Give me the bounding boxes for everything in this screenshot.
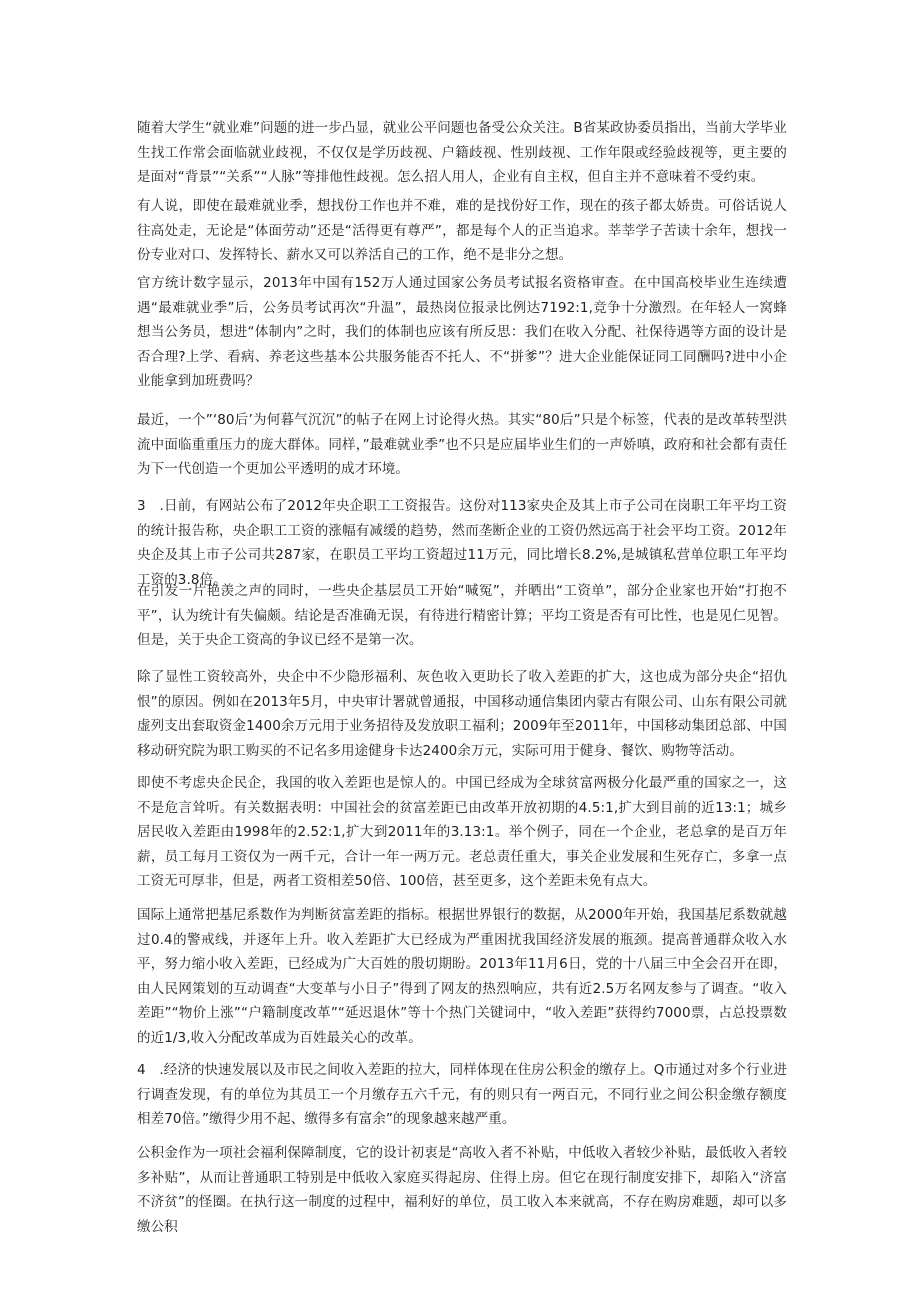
paragraph-hidden-benefits: 除了显性工资较高外，央企中不少隐形福利、灰色收入更助长了收入差距的扩大，这也成为部分央企“招仇恨”的原因。例如在2013年5月，中央审计署就曾通报，中国移动通信集团内蒙古有限公司、山东有限公司就虚列支出套取资金1400余万元用于业务招待及发放职工福利；2009年至2011年，中国移动集团总部、中国移动研究院为职工购买的不记名多用途健身卡达2400余万元，实际可用于健身、餐饮、购物等活动。 (137, 669, 787, 759)
paragraph-civil-service-exam: 官方统计数字显示，2013年中国有152万人通过国家公务员考试报名资格审查。在中国高校毕业生连续遭遇“最难就业季”后，公务员考试再次“升温”，最热岗位报录比例达7192:1,竞争十分激烈。在年轻人一窝蜂想当公务员，想进“体制内”之时，我们的体制也应该有所反思：我们在收入分配、社保待遇等方面的设计是否合理?上学、看病、养老这些基本公共服务能否不托人、不“拼爹”？进大企业能保证同工同酬吗?进中小企业能拿到加班费吗？ (137, 275, 787, 389)
paragraph-housing-fund-design: 公积金作为一项社会福利保障制度，它的设计初衷是“高收入者不补贴，中低收入者较少补贴，最低收入者较多补贴”，从而让普通职工特别是中低收入家庭买得起房、住得上房。但它在现行制度安排下，却陷入“济富不济贫”的怪圈。在执行这一制度的过程中，福利好的单位，员工收入本来就高，不存在购房难题，却可以多缴公积 (137, 1145, 787, 1235)
paragraph-decent-work: 有人说，即使在最难就业季，想找份工作也并不难，难的是找份好工作，现在的孩子都太娇贵。可俗话说人往高处走，无论是“体面劳动”还是“活得更有尊严”，都是每个人的正当追求。莘莘学子苦读十余年，想找一份专业对口、发挥特长、薪水又可以养活自己的工作，绝不是非分之想。 (137, 198, 787, 263)
paragraph-employment-fairness: 随着大学生“就业难”问题的进一步凸显，就业公平问题也备受公众关注。B省某政协委员指出，当前大学毕业生找工作常会面临就业歧视，不仅仅是学历歧视、户籍歧视、性别歧视、工作年限或经验歧视等，更主要的是面对“背景”“关系”“人脉”等排他性歧视。怎么招人用人，企业有自主权，但自主并不意味着不受约束。 (137, 120, 787, 185)
paragraph-income-gap: 即使不考虑央企民企，我国的收入差距也是惊人的。中国已经成为全球贫富两极分化最严重的国家之一，这不是危言耸听。有关数据表明：中国社会的贫富差距已由改革开放初期的4.5:1,扩大到目前的近13:1；城乡居民收入差距由1998年的2.52:1,扩大到2011年的3.13:1。举个例子，同在一个企业，老总拿的是百万年薪，员工每月工资仅为一两千元，合计一年一两万元。老总责任重大，事关企业发展和生死存亡，多拿一点工资无可厚非，但是，两者工资相差50倍、100倍，甚至更多，这个差距未免有点大。 (137, 775, 787, 889)
paragraph-salary-controversy: 在引发一片艳羡之声的同时，一些央企基层员工开始“喊冤”，并晒出“工资单”，部分企业家也开始“打抱不平”，认为统计有失偏颇。结论是否准确无误，有待进行精密计算；平均工资是否有可比性，也是见仁见智。但是，关于央企工资高的争议已经不是第一次。 (137, 583, 787, 648)
paragraph-gini-coefficient: 国际上通常把基尼系数作为判断贫富差距的指标。根据世界银行的数据，从2000年开始，我国基尼系数就越过0.4的警戒线，并逐年上升。收入差距扩大已经成为严重困扰我国经济发展的瓶颈。提高普通群众收入水平，努力缩小收入差距，已经成为广大百姓的殷切期盼。2013年11月6日，党的十八届三中全会召开在即，由人民网策划的互动调查“大变革与小日子”得到了网友的热烈响应，共有近2.5万名网友参与了调查。“收入差距”“物价上涨”“户籍制度改革”“延迟退休”等十个热门关键词中，“收入差距”获得约7000票，占总投票数的近1/3,收入分配改革成为百姓最关心的改革。 (137, 907, 787, 1046)
paragraph-post-80s: 最近，一个”‘80后’为何暮气沉沉”的帖子在网上讨论得火热。其实“80后”只是个标签，代表的是改革转型洪流中面临重重压力的庞大群体。同样，”最难就业季”也不只是应届毕业生们的一声娇嗔，政府和社会都有责任为下一代创造一个更加公平透明的成才环境。 (137, 412, 787, 477)
paragraph-soe-salary-report: 3 .日前，有网站公布了2012年央企职工工资报告。这份对113家央企及其上市子公司在岗职工年平均工资的统计报告称，央企职工工资的涨幅有减缓的趋势，然而垄断企业的工资仍然远高于社会平均工资。2012年央企及其上市子公司共287家，在职员工平均工资超过11万元，同比增长8.2%,是城镇私营单位职工年平均工资的3.8倍。 (137, 498, 787, 588)
paragraph-housing-fund: 4 .经济的快速发展以及市民之间收入差距的拉大，同样体现在住房公积金的缴存上。Q市通过对多个行业进行调查发现，有的单位为其员工一个月缴存五六千元，有的则只有一两百元，不同行业之间公积金缴存额度相差70倍。”缴得少用不起、缴得多有富余”的现象越来越严重。 (137, 1062, 787, 1127)
